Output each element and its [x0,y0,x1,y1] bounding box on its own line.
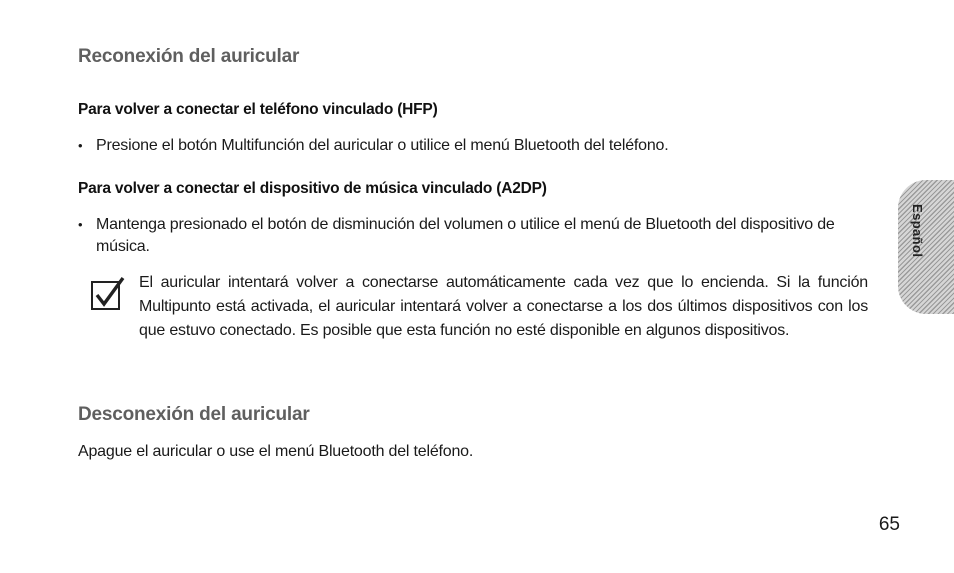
bullet-marker: • [78,138,83,153]
page-number: 65 [878,514,900,535]
list-item-text: Mantenga presionado el botón de disminución del volumen o utilice el menú de Bluetooth del dispositivo de música. [96,216,835,255]
list-item-hfp [78,135,838,157]
disconnect-text: Apague el auricular o use el menú Bluetooth del teléfono. [78,443,474,460]
language-tab-label: Español [910,204,925,258]
subheading-hfp: Para volver a conectar el teléfono vinculado (HFP) [78,101,438,118]
section-title-disconnect: Desconexión del auricular [78,404,310,425]
list-item-text: Presione el botón Multifunción del auricular o utilice el menú Bluetooth del teléfono. [96,137,669,154]
language-side-tab [898,180,954,314]
section-title-reconnect: Reconexión del auricular [78,46,300,67]
bullet-marker: • [78,217,83,232]
subheading-a2dp: Para volver a conectar el dispositivo de música vinculado (A2DP) [78,180,547,197]
checkbox-check-icon [90,276,126,312]
list-item-a2dp [78,214,848,258]
note-text: El auricular intentará volver a conectarse automáticamente cada vez que lo encienda. Si la función Multipunto está activada, el auricular intentará volver a conectarse a los dos últimos dispositivos con los que estuvo conectado. Es posible que esta función no esté disponible en algunos dispositivos. [139,274,868,339]
